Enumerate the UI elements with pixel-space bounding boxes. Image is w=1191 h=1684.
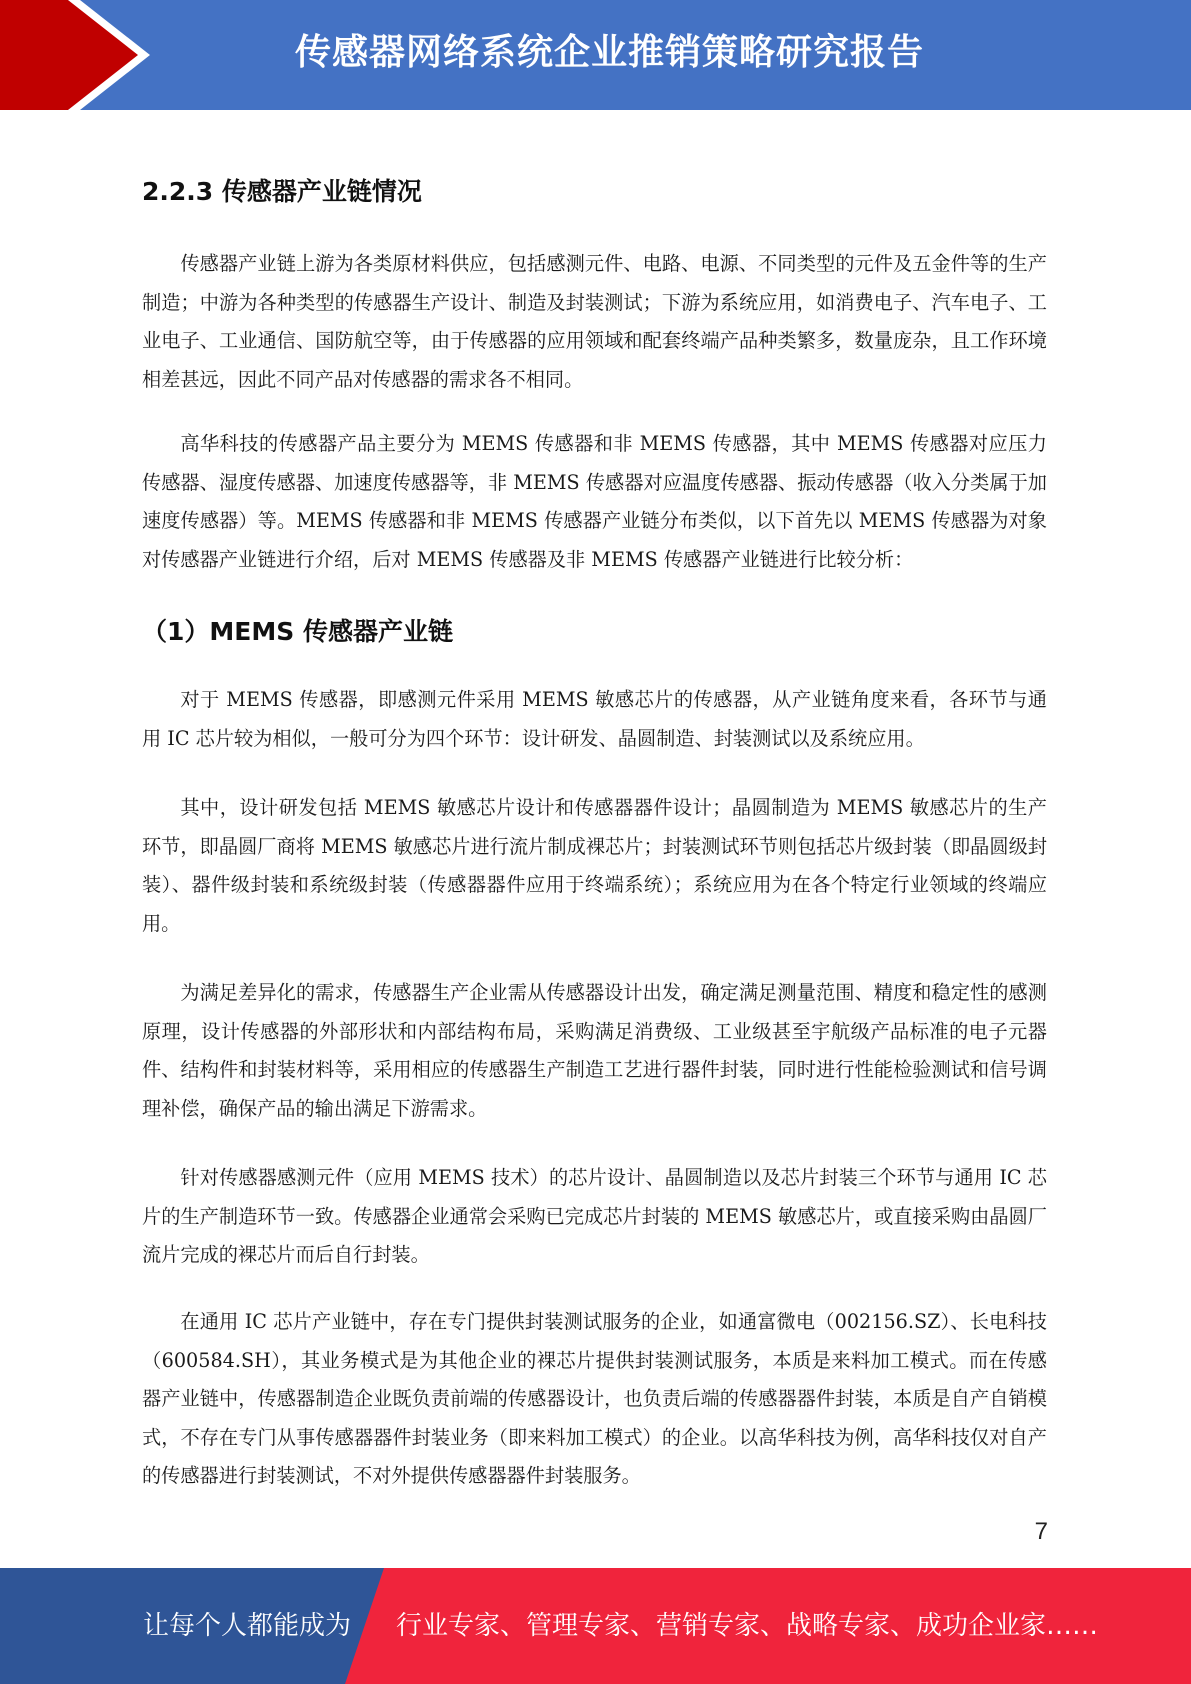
page-number: 7 xyxy=(1034,1518,1048,1545)
section-heading: 2.2.3 传感器产业链情况 xyxy=(142,177,422,206)
subsection-heading: （1）MEMS 传感器产业链 xyxy=(142,617,453,646)
subsection-paragraph-2: 其中，设计研发包括 MEMS 敏感芯片设计和传感器器件设计；晶圆制造为 MEMS 敏感芯片的生产环节，即晶圆厂商将 MEMS 敏感芯片进行流片制成裸芯片；封装测试环节则包括芯片级封装（即晶圆级封装）、器件级封装和系统级封装（传感器器件应用于终端系统）；系统应用为在各个特定行业领域的终端应用。 xyxy=(142,796,1047,935)
subsection-paragraph-4: 针对传感器感测元件（应用 MEMS 技术）的芯片设计、晶圆制造以及芯片封装三个环节与通用 IC 芯片的生产制造环节一致。传感器企业通常会采购已完成芯片封装的 MEMS 敏感芯片，或直接采购由晶圆厂流片完成的裸芯片而后自行封装。 xyxy=(142,1166,1047,1266)
page-header xyxy=(0,0,1191,110)
subsection-paragraph-1: 对于 MEMS 传感器，即感测元件采用 MEMS 敏感芯片的传感器，从产业链角度来看，各环节与通用 IC 芯片较为相似，一般可分为四个环节：设计研发、晶圆制造、封装测试以及系统应用。 xyxy=(142,688,1047,750)
footer-slogan-right: 行业专家、管理专家、营销专家、战略专家、成功企业家…… xyxy=(396,1611,1099,1641)
section-paragraph-1: 传感器产业链上游为各类原材料供应，包括感测元件、电路、电源、不同类型的元件及五金件等的生产制造；中游为各种类型的传感器生产设计、制造及封装测试；下游为系统应用，如消费电子、汽车电子、工业电子、工业通信、国防航空等，由于传感器的应用领域和配套终端产品种类繁多，数量庞杂，且工作环境相差甚远，因此不同产品对传感器的需求各不相同。 xyxy=(142,252,1047,391)
report-title: 传感器网络系统企业推销策略研究报告 xyxy=(295,32,925,73)
page-footer xyxy=(0,1568,1191,1684)
subsection-paragraph-5: 在通用 IC 芯片产业链中，存在专门提供封装测试服务的企业，如通富微电（002156.SZ）、长电科技（600584.SH），其业务模式是为其他企业的裸芯片提供封装测试服务，本质是来料加工模式。而在传感器产业链中，传感器制造企业既负责前端的传感器设计，也负责后端的传感器器件封装，本质是自产自销模式，不存在专门从事传感器器件封装业务（即来料加工模式）的企业。以高华科技为例，高华科技仅对自产的传感器进行封装测试，不对外提供传感器器件封装服务。 xyxy=(142,1310,1047,1487)
section-paragraph-2: 高华科技的传感器产品主要分为 MEMS 传感器和非 MEMS 传感器，其中 MEMS 传感器对应压力传感器、湿度传感器、加速度传感器等，非 MEMS 传感器对应温度传感器、振动传感器（收入分类属于加速度传感器）等。MEMS 传感器和非 MEMS 传感器产业链分布类似，以下首先以 MEMS 传感器为对象对传感器产业链进行介绍，后对 MEMS 传感器及非 MEMS 传感器产业链进行比较分析： xyxy=(142,432,1047,571)
subsection-paragraph-3: 为满足差异化的需求，传感器生产企业需从传感器设计出发，确定满足测量范围、精度和稳定性的感测原理，设计传感器的外部形状和内部结构布局，采购满足消费级、工业级甚至宇航级产品标准的电子元器件、结构件和封装材料等，采用相应的传感器生产制造工艺进行器件封装，同时进行性能检验测试和信号调理补偿，确保产品的输出满足下游需求。 xyxy=(142,981,1047,1120)
footer-slogan-left: 让每个人都能成为 xyxy=(143,1611,352,1641)
